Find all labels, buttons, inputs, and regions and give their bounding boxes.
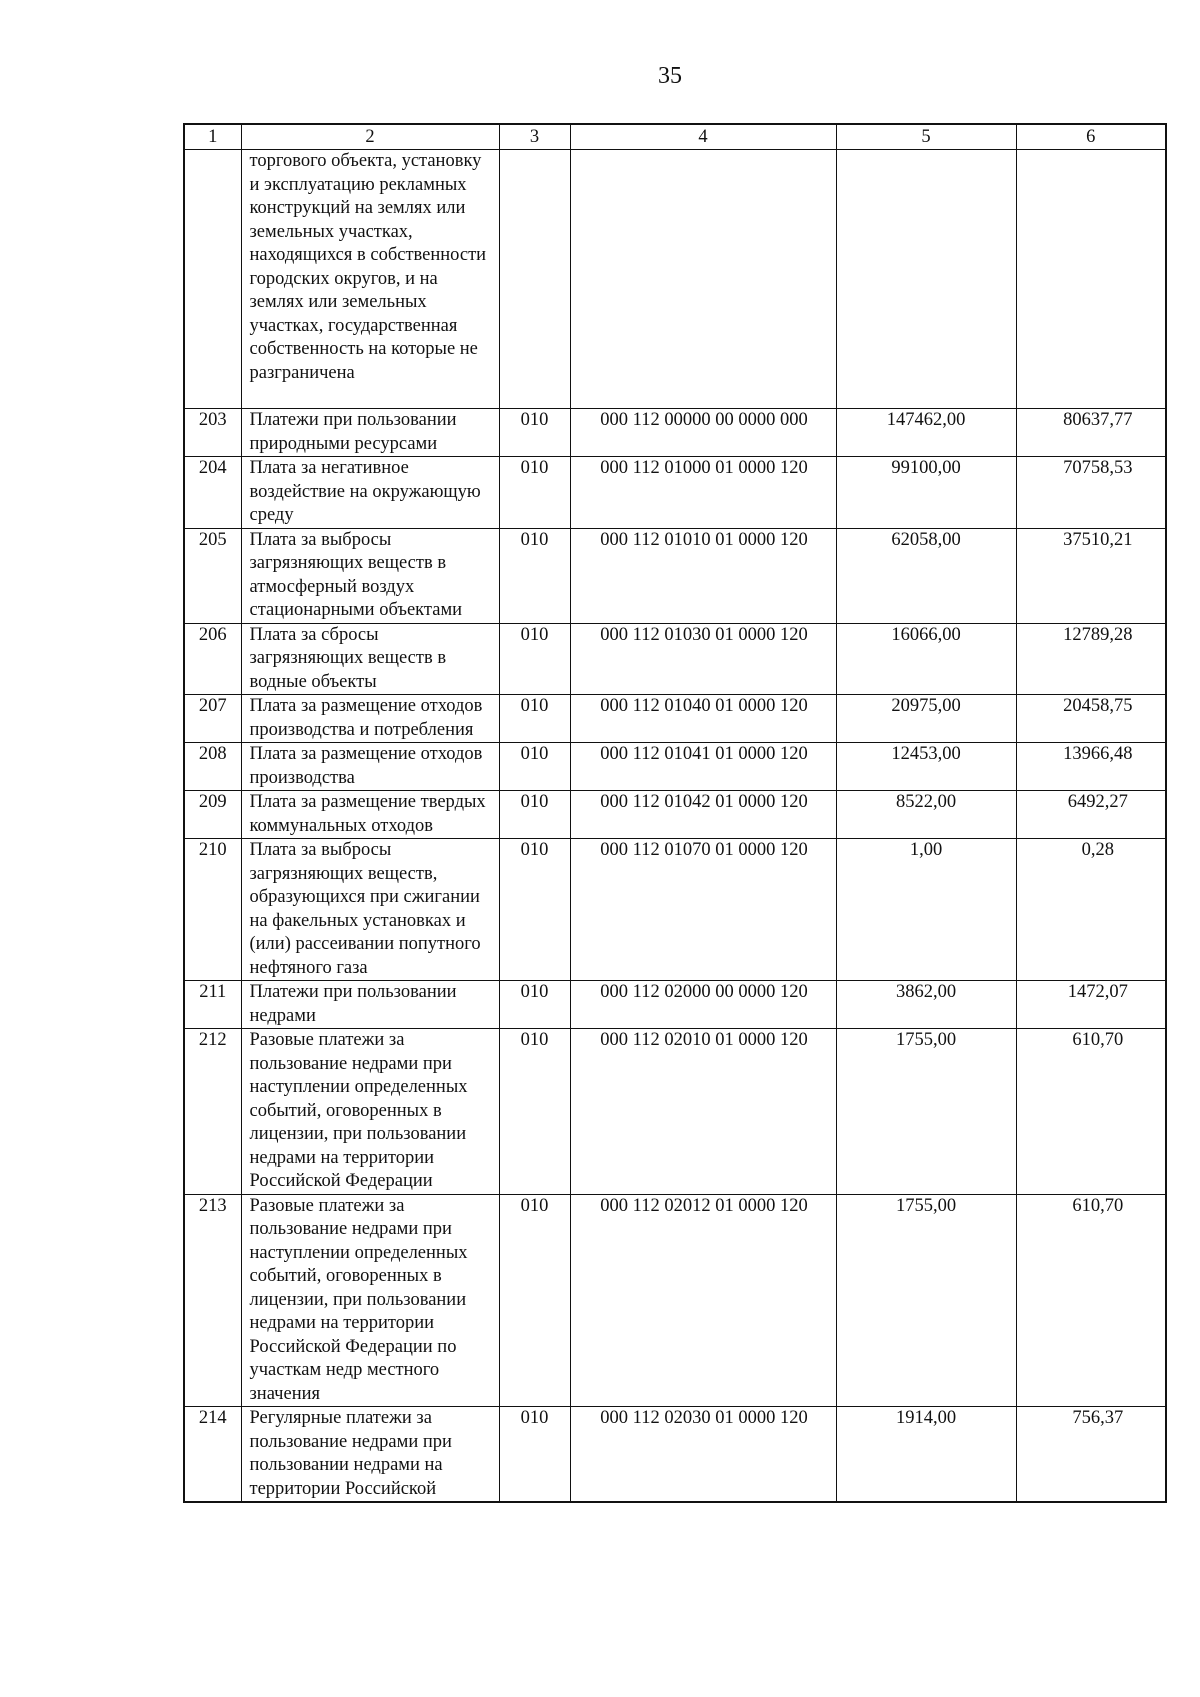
cell-plan: 99100,00 [836, 457, 1016, 529]
cell-num: 209 [184, 791, 241, 839]
cell-fact: 1472,07 [1016, 981, 1166, 1029]
cell-name: Плата за выбросы загрязняющих веществ в атмосферный воздух стационарными объектами [241, 528, 499, 623]
cell-code: 000 112 02010 01 0000 120 [570, 1029, 836, 1195]
cell-plan: 147462,00 [836, 409, 1016, 457]
cell-code: 000 112 01030 01 0000 120 [570, 623, 836, 695]
cell-num [184, 150, 241, 409]
cell-fact: 12789,28 [1016, 623, 1166, 695]
cell-fact: 0,28 [1016, 839, 1166, 981]
cell-admin: 010 [499, 1407, 570, 1503]
cell-admin: 010 [499, 791, 570, 839]
cell-plan [836, 150, 1016, 409]
cell-name: Регулярные платежи за пользование недрами при пользовании недрами на территории Российской [241, 1407, 499, 1503]
cell-name: торгового объекта, установку и эксплуатацию рекламных конструкций на землях или земельных участках, находящихся в собственности городских округов, и на землях или земельных участках, государственная собственность на которые не разграничена [241, 150, 499, 409]
table-row [184, 743, 1166, 791]
cell-plan: 8522,00 [836, 791, 1016, 839]
cell-num: 208 [184, 743, 241, 791]
cell-fact: 610,70 [1016, 1194, 1166, 1407]
cell-admin: 010 [499, 623, 570, 695]
col-header-5: 5 [836, 124, 1016, 150]
cell-num: 204 [184, 457, 241, 529]
table-row [184, 1194, 1166, 1407]
cell-fact: 13966,48 [1016, 743, 1166, 791]
cell-plan: 1755,00 [836, 1029, 1016, 1195]
cell-code: 000 112 01041 01 0000 120 [570, 743, 836, 791]
table-row [184, 981, 1166, 1029]
table-row [184, 457, 1166, 529]
cell-admin: 010 [499, 695, 570, 743]
table-row [184, 695, 1166, 743]
table-row [184, 623, 1166, 695]
cell-fact: 37510,21 [1016, 528, 1166, 623]
cell-admin: 010 [499, 743, 570, 791]
cell-admin: 010 [499, 1029, 570, 1195]
cell-code: 000 112 01010 01 0000 120 [570, 528, 836, 623]
cell-code: 000 112 02012 01 0000 120 [570, 1194, 836, 1407]
cell-code: 000 112 02000 00 0000 120 [570, 981, 836, 1029]
revenue-table-wrapper [183, 123, 1165, 1503]
cell-code: 000 112 01000 01 0000 120 [570, 457, 836, 529]
cell-name: Разовые платежи за пользование недрами при наступлении определенных событий, оговоренных в лицензии, при пользовании недрами на территории Российской Федерации [241, 1029, 499, 1195]
cell-num: 211 [184, 981, 241, 1029]
cell-admin: 010 [499, 981, 570, 1029]
cell-num: 207 [184, 695, 241, 743]
table-row [184, 1029, 1166, 1195]
cell-admin: 010 [499, 528, 570, 623]
cell-plan: 62058,00 [836, 528, 1016, 623]
cell-code: 000 112 01040 01 0000 120 [570, 695, 836, 743]
page-number: 35 [658, 63, 682, 89]
cell-name: Разовые платежи за пользование недрами при наступлении определенных событий, оговоренных в лицензии, при пользовании недрами на территории Российской Федерации по участкам недр местного значения [241, 1194, 499, 1407]
cell-admin: 010 [499, 1194, 570, 1407]
col-header-6: 6 [1016, 124, 1166, 150]
col-header-2: 2 [241, 124, 499, 150]
table-row [184, 1407, 1166, 1503]
revenue-table [183, 123, 1167, 1503]
cell-fact: 20458,75 [1016, 695, 1166, 743]
cell-name: Плата за размещение отходов производства [241, 743, 499, 791]
cell-code [570, 150, 836, 409]
col-header-4: 4 [570, 124, 836, 150]
cell-admin [499, 150, 570, 409]
cell-name: Плата за негативное воздействие на окружающую среду [241, 457, 499, 529]
cell-code: 000 112 01070 01 0000 120 [570, 839, 836, 981]
cell-admin: 010 [499, 839, 570, 981]
cell-num: 203 [184, 409, 241, 457]
cell-fact: 70758,53 [1016, 457, 1166, 529]
cell-name: Плата за выбросы загрязняющих веществ, образующихся при сжигании на факельных установках и (или) рассеивании попутного нефтяного газа [241, 839, 499, 981]
cell-admin: 010 [499, 409, 570, 457]
cell-name: Платежи при пользовании недрами [241, 981, 499, 1029]
cell-num: 206 [184, 623, 241, 695]
cell-plan: 1755,00 [836, 1194, 1016, 1407]
table-row [184, 839, 1166, 981]
cell-plan: 1,00 [836, 839, 1016, 981]
cell-num: 214 [184, 1407, 241, 1503]
table-row [184, 528, 1166, 623]
cell-admin: 010 [499, 457, 570, 529]
cell-code: 000 112 01042 01 0000 120 [570, 791, 836, 839]
cell-num: 210 [184, 839, 241, 981]
cell-plan: 16066,00 [836, 623, 1016, 695]
header-row [184, 124, 1166, 150]
cell-num: 213 [184, 1194, 241, 1407]
cell-name: Плата за размещение отходов производства и потребления [241, 695, 499, 743]
cell-plan: 12453,00 [836, 743, 1016, 791]
cell-fact [1016, 150, 1166, 409]
col-header-3: 3 [499, 124, 570, 150]
table-row [184, 791, 1166, 839]
cell-fact: 610,70 [1016, 1029, 1166, 1195]
col-header-1: 1 [184, 124, 241, 150]
cell-name: Платежи при пользовании природными ресурсами [241, 409, 499, 457]
cell-fact: 756,37 [1016, 1407, 1166, 1503]
cell-fact: 6492,27 [1016, 791, 1166, 839]
cell-name: Плата за сбросы загрязняющих веществ в водные объекты [241, 623, 499, 695]
table-row [184, 409, 1166, 457]
cell-plan: 20975,00 [836, 695, 1016, 743]
cell-plan: 1914,00 [836, 1407, 1016, 1503]
cell-plan: 3862,00 [836, 981, 1016, 1029]
cell-num: 212 [184, 1029, 241, 1195]
cell-code: 000 112 02030 01 0000 120 [570, 1407, 836, 1503]
cell-num: 205 [184, 528, 241, 623]
cell-fact: 80637,77 [1016, 409, 1166, 457]
cell-code: 000 112 00000 00 0000 000 [570, 409, 836, 457]
cell-name: Плата за размещение твердых коммунальных отходов [241, 791, 499, 839]
table-row-continuation [184, 150, 1166, 409]
